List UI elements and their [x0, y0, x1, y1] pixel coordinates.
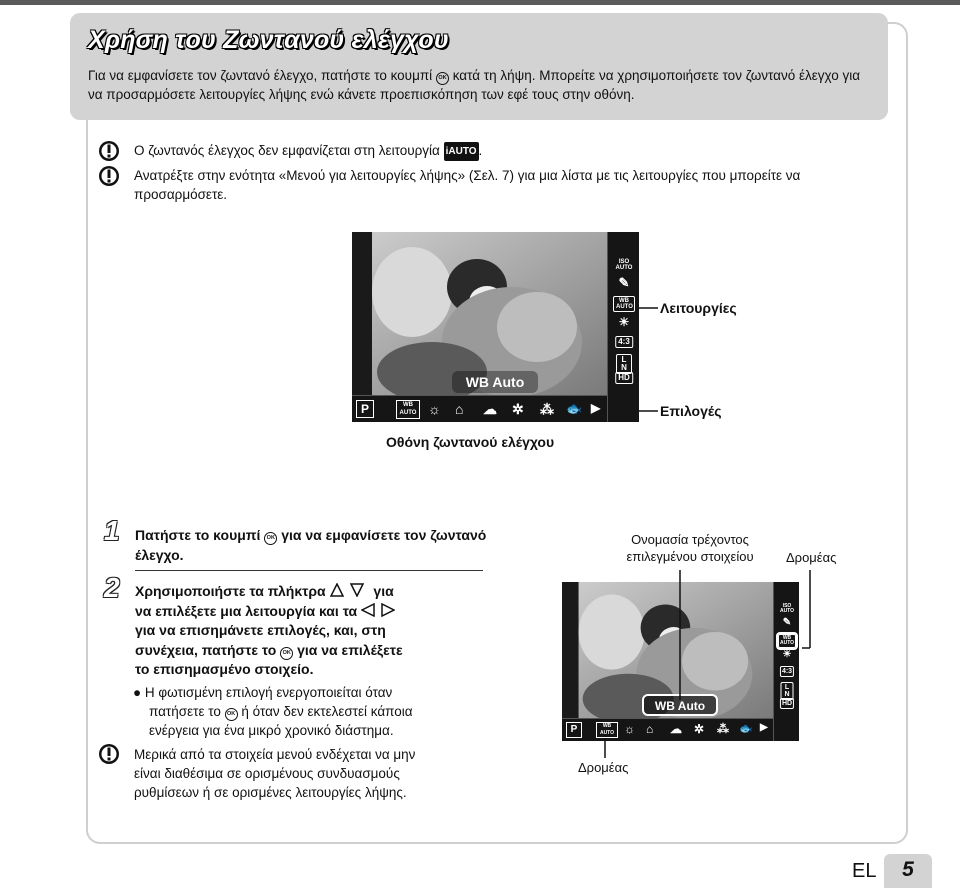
shade-icon[interactable]: ⌂ — [455, 401, 464, 417]
step-separator — [135, 570, 483, 571]
wb-auto-icon[interactable]: WB AUTO — [780, 635, 795, 646]
label-name-line2: επιλεγμένου στοιχείου — [626, 549, 754, 564]
shade-icon[interactable]: ⌂ — [646, 722, 654, 736]
drive-mode-icon[interactable]: ☀ — [618, 315, 630, 329]
bullet-line2a: πατήσετε το — [149, 704, 221, 719]
step-2-line4a: συνέχεια, πατήστε το — [135, 641, 277, 658]
step-1-number: 1 — [104, 515, 120, 546]
ok-button-icon: OK — [436, 72, 449, 85]
movie-quality-icon[interactable]: HD — [615, 372, 633, 384]
intro-text-2: κατά τη λήψη. Μπορείτε να χρησιμοποιήσετε τον ζωντανό έλεγχο για να προσαρμόσετε λειτουργίες λήψης ενώ κάνετε προεπισκόπηση των εφέ τους στην οθόνη. — [88, 68, 861, 102]
drive-mode-icon[interactable]: ☀ — [782, 649, 792, 660]
shooting-mode-p: P — [566, 722, 582, 738]
page-number: 5 — [902, 858, 914, 881]
current-item-name-label — [600, 531, 780, 565]
step-2-line5: το επισημασμένο στοιχείο. — [135, 661, 314, 677]
shooting-mode-p: P — [356, 400, 374, 418]
iso-auto-icon[interactable]: ISO AUTO — [615, 259, 633, 271]
bottom-note-line2: είναι διαθέσιμα σε ορισμένους συνδυασμούς — [134, 766, 400, 781]
picture-mode-icon[interactable]: ✎ — [618, 275, 630, 290]
ok-button-icon: OK — [264, 532, 277, 545]
step-1-part1: Πατήστε το κουμπί — [135, 527, 261, 543]
iauto-mode-badge: iAUTO — [444, 142, 479, 161]
selected-item-label: WB Auto — [452, 371, 538, 393]
image-quality-icon[interactable]: L N — [616, 354, 632, 374]
aspect-ratio-icon[interactable]: 4:3 — [781, 668, 793, 675]
live-control-screen — [352, 232, 639, 422]
cloudy-icon[interactable]: ☁ — [670, 722, 682, 736]
wb-auto-option[interactable]: WB AUTO — [396, 400, 420, 419]
underwater-icon[interactable]: 🐟 — [739, 723, 753, 735]
screen-caption: Οθόνη ζωντανού ελέγχου — [386, 434, 555, 450]
bottom-note-line1: Μερικά από τα στοιχεία μενού ενδέχεται να μην — [134, 747, 416, 762]
scroll-right-icon[interactable]: ▶ — [760, 722, 768, 733]
leader-lines — [590, 570, 830, 760]
page-title: Χρήση του Ζωντανού ελέγχου — [88, 26, 449, 54]
step-2-line2a: να επιλέξετε μια λειτουργία και τα — [135, 602, 358, 619]
bottom-note-line3: ρυθμίσεων ή σε ορισμένες λειτουργίες λήψης. — [134, 785, 407, 800]
note-1-suffix: . — [478, 143, 483, 158]
options-label: Επιλογές — [660, 403, 722, 419]
callout-lines — [630, 300, 660, 420]
step-2-line4b: για να επιλέξετε — [297, 641, 403, 658]
bottom-note — [98, 742, 498, 802]
cloudy-icon[interactable]: ☁ — [483, 401, 497, 417]
caution-icon — [98, 743, 120, 770]
step-2-line1b: για — [373, 583, 394, 599]
ok-button-icon: OK — [280, 647, 293, 660]
bullet-line2b: ή όταν δεν εκτελεστεί κάποια — [241, 704, 413, 719]
step-2-text — [135, 582, 495, 680]
wb-auto-icon[interactable]: WB AUTO — [613, 296, 635, 312]
note-2-text: Ανατρέξτε στην ενότητα «Μενού για λειτουργίες λήψης» (Σελ. 7) για μια λίστα με τις λειτουργίες που μπορείτε να προσαρμόσετε. — [134, 168, 801, 202]
up-down-arrows-icon — [330, 583, 370, 599]
bullet-dot-icon: ● — [133, 685, 142, 700]
bullet-line1: Η φωτισμένη επιλογή ενεργοποιείται όταν — [144, 685, 393, 700]
underwater-icon[interactable]: 🐟 — [566, 401, 583, 416]
bullet-note — [133, 683, 493, 740]
cursor-label-bottom: Δρομέας — [578, 760, 629, 775]
wb-auto-option[interactable]: WB AUTO — [596, 722, 618, 738]
language-code: EL — [852, 860, 877, 882]
aspect-ratio-icon[interactable]: 4:3 — [615, 336, 633, 348]
ok-button-icon: OK — [225, 708, 238, 721]
left-right-arrows-icon — [361, 603, 395, 619]
intro-paragraph — [88, 66, 868, 104]
cursor-label-top: Δρομέας — [786, 550, 837, 565]
image-quality-icon[interactable]: L N — [781, 682, 794, 700]
sunny-icon[interactable]: ☼ — [624, 722, 635, 736]
iso-auto-icon[interactable]: ISO AUTO — [779, 603, 795, 614]
step-2-line3: για να επισημάνετε επιλογές, και, στη — [135, 622, 386, 638]
top-bar — [0, 0, 960, 5]
picture-mode-icon[interactable]: ✎ — [782, 617, 792, 628]
selected-item-label: WB Auto — [642, 694, 718, 716]
functions-label: Λειτουργίες — [660, 300, 737, 316]
caution-icon — [98, 140, 120, 167]
fluorescent-icon[interactable]: ⁂ — [717, 722, 729, 736]
bullet-line3: ενέργεια για ένα μικρό χρονικό διάστημα. — [149, 723, 394, 738]
caution-icon — [98, 165, 120, 192]
fluorescent-icon[interactable]: ⁂ — [540, 401, 554, 417]
step-2-number: 2 — [104, 572, 120, 603]
options-bar — [352, 395, 607, 422]
step-2-line1a: Χρησιμοποιήστε τα πλήκτρα — [135, 583, 326, 599]
sunny-icon[interactable]: ☼ — [428, 401, 441, 417]
movie-quality-icon[interactable]: HD — [781, 700, 793, 707]
scroll-right-icon[interactable]: ▶ — [591, 401, 601, 415]
step-1-part2: για να εμφανίσετε τον ζωντανό έλεγχο. — [135, 527, 487, 563]
step-1-text — [135, 526, 495, 565]
tungsten-icon[interactable]: ✲ — [694, 722, 705, 736]
label-name-line1: Ονομασία τρέχοντος — [631, 532, 749, 547]
tungsten-icon[interactable]: ✲ — [512, 401, 524, 417]
intro-text-1: Για να εμφανίσετε τον ζωντανό έλεγχο, πατήστε το κουμπί — [88, 68, 433, 83]
note-1-text: Ο ζωντανός έλεγχος δεν εμφανίζεται στη λειτουργία — [134, 143, 440, 158]
